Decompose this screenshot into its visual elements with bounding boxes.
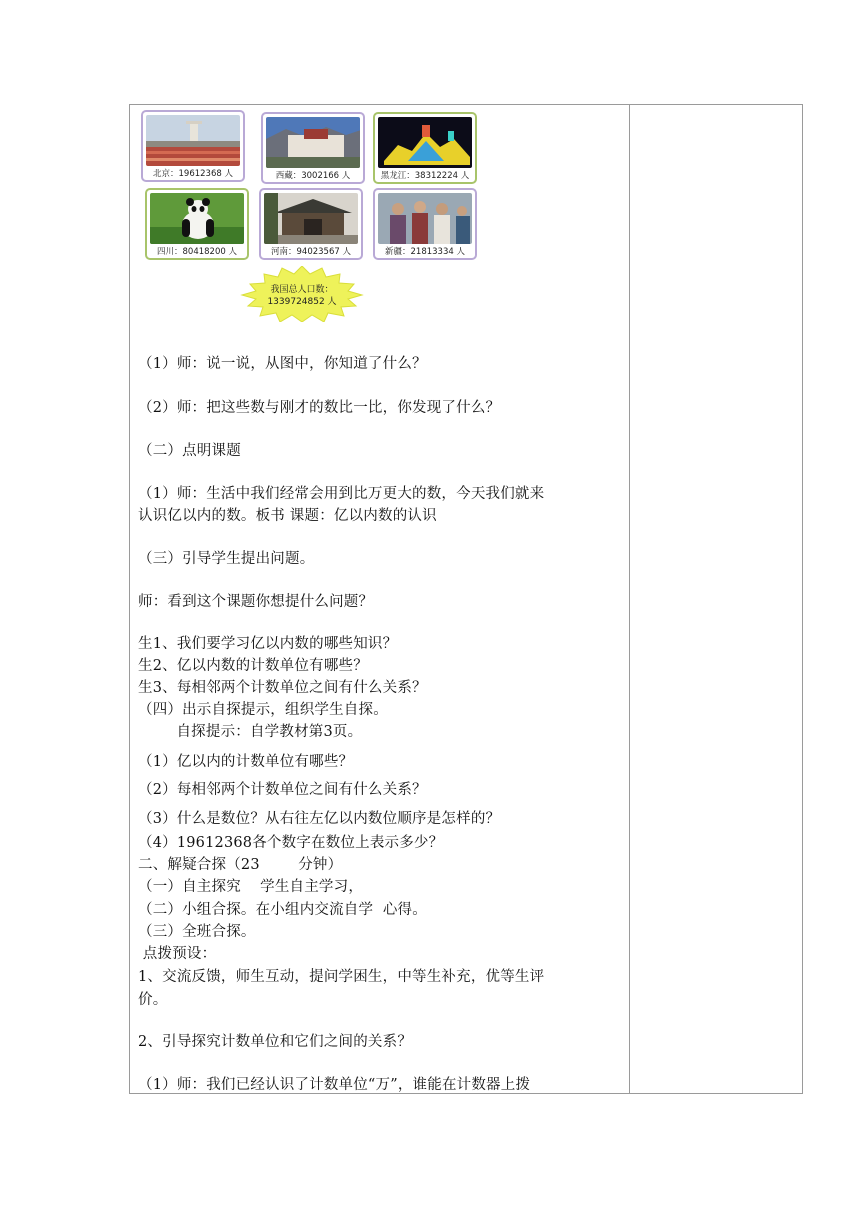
ice-lantern-photo [378, 117, 472, 168]
total-population-value: 1339724852 人 [267, 297, 337, 307]
section-heading: （二）点明课题 [138, 443, 241, 459]
potala-palace-photo [266, 117, 360, 168]
text-line: 价。 [138, 992, 168, 1008]
photo-card-beijing [141, 110, 245, 182]
text-line: 点拨预设： [138, 946, 217, 962]
photo-card-sichuan [145, 188, 249, 260]
text-line: 1、交流反馈，师生互动，提问学困生，中等生补充，优等生评 [138, 969, 545, 985]
text-line: （1）师：生活中我们经常会用到比万更大的数，今天我们就来 [138, 486, 545, 502]
photo-card-tibet [261, 112, 365, 184]
section-heading: （四）出示自探提示，组织学生自探。 [138, 702, 388, 718]
text-line: （2）每相邻两个计数单位之间有什么关系？ [138, 782, 427, 798]
total-population-burst [240, 266, 364, 322]
text-line: 生3、每相邻两个计数单位之间有什么关系？ [138, 680, 427, 696]
photo-card-heilongjiang [373, 112, 477, 184]
photo-caption: 新疆：21813334 人 [385, 247, 465, 257]
panda-photo [150, 193, 244, 244]
text-line: （1）师：说一说，从图中，你知道了什么？ [138, 356, 427, 372]
text-line: （一）自主探究 学生自主学习， [138, 879, 364, 895]
total-population-label: 我国总人口数： [270, 285, 334, 295]
photo-card-henan [259, 188, 363, 260]
text-line: 生2、亿以内数的计数单位有哪些？ [138, 658, 368, 674]
text-line: （2）师：把这些数与刚才的数比一比，你发现了什么？ [138, 400, 501, 416]
text-line: （3）什么是数位？从右往左亿以内数位顺序是怎样的？ [138, 811, 501, 827]
xinjiang-people-photo [378, 193, 472, 244]
photo-caption: 西藏：3002166 人 [275, 171, 351, 181]
photo-caption: 北京：19612368 人 [153, 169, 233, 179]
text-line: （三）全班合探。 [138, 924, 256, 940]
table-column-divider [629, 104, 630, 1094]
text-line: 师：看到这个课题你想提什么问题？ [138, 594, 374, 610]
photo-caption: 河南：94023567 人 [271, 247, 351, 257]
text-line: 2、引导探究计数单位和它们之间的关系？ [138, 1034, 413, 1050]
section-heading: （三）引导学生提出问题。 [138, 551, 315, 567]
text-line: （二）小组合探。在小组内交流自学 心得。 [138, 902, 427, 918]
text-line: （4）19612368各个数字在数位上表示多少？ [138, 835, 444, 851]
text-line: 生1、我们要学习亿以内数的哪些知识？ [138, 636, 398, 652]
temple-gate-photo [264, 193, 358, 244]
photo-card-xinjiang [373, 188, 477, 260]
text-line: 自探提示：自学教材第3页。 [138, 724, 363, 740]
text-line: 认识亿以内的数。板书 课题：亿以内数的认识 [138, 508, 437, 524]
photo-caption: 四川：80418200 人 [157, 247, 237, 257]
tiananmen-photo [146, 115, 240, 166]
section-heading: 二、解疑合探（23 分钟） [138, 857, 343, 873]
text-line: （1）师：我们已经认识了计数单位“万”，谁能在计数器上拨 [138, 1077, 531, 1093]
text-line: （1）亿以内的计数单位有哪些？ [138, 754, 354, 770]
photo-caption: 黑龙江：38312224 人 [380, 171, 470, 181]
